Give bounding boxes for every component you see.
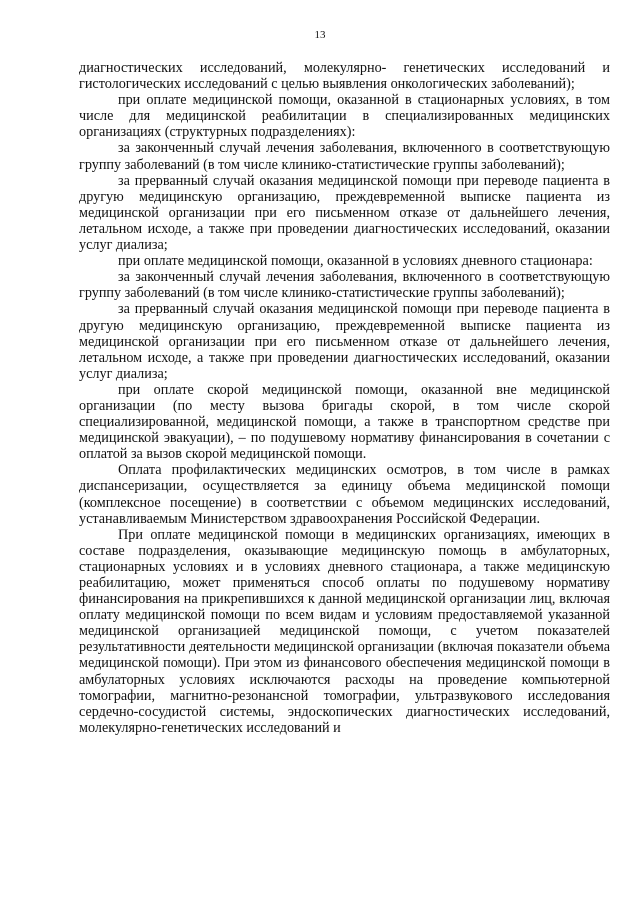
page-number: 13 <box>314 29 326 41</box>
paragraph-continuation: диагностических исследований, молекулярно- генетических исследований и гистологических исследований с целью выявления онкологических заболеваний); <box>79 60 610 93</box>
document-body <box>79 60 610 736</box>
paragraph-interrupted-case-day-hospital: за прерванный случай оказания медицинской помощи при переводе пациента в другую медицинскую организацию, преждевременной выписке пациента из медицинской организации при его письменном отказе от дальнейшего лечения, летальном исходе, а также при проведении диагностических исследований, оказании услуг диализа; <box>79 301 610 382</box>
paragraph-per-capita-financing: При оплате медицинской помощи в медицинских организациях, имеющих в составе подразделения, оказывающие медицинскую помощь в амбулаторных, стационарных условиях и в условиях дневного стационара, а также медицинскую реабилитацию, может применяться способ оплаты по подушевому нормативу финансирования на прикрепившихся к данной медицинской организации лиц, включая оплату медицинской помощи по всем видам и условиям предоставляемой указанной медицинской организацией медицинской помощи, с учетом показателей результативности деятельности медицинской организации (включая показатели объема медицинской помощи). При этом из финансового обеспечения медицинской помощи в амбулаторных условиях исключаются расходы на проведение компьютерной томографии, магнитно-резонансной томографии, ультразвукового исследования сердечно-сосудистой системы, эндоскопических диагностических исследований, молекулярно-генетических исследований и <box>79 526 610 736</box>
paragraph-inpatient-payment: при оплате медицинской помощи, оказанной в стационарных условиях, в том числе для медицинской реабилитации в специализированных медицинских организациях (структурных подразделениях): <box>79 92 610 141</box>
paragraph-completed-case-inpatient: за законченный случай лечения заболевания, включенного в соответствующую группу заболеваний (в том числе клинико-статистические группы заболеваний); <box>79 140 610 173</box>
paragraph-preventive-examinations: Оплата профилактических медицинских осмотров, в том числе в рамках диспансеризации, осуществляется за единицу объема медицинской помощи (комплексное посещение) в соответствии с объемом медицинских исследований, устанавливаемым Министерством здравоохранения Российской Федерации. <box>79 462 610 527</box>
paragraph-day-hospital-payment: при оплате медицинской помощи, оказанной в условиях дневного стационара: <box>118 253 593 270</box>
paragraph-interrupted-case-inpatient: за прерванный случай оказания медицинской помощи при переводе пациента в другую медицинскую организацию, преждевременной выписке пациента из медицинской организации при его письменном отказе от дальнейшего лечения, летальном исходе, а также при проведении диагностических исследований, оказании услуг диализа; <box>79 172 610 254</box>
paragraph-completed-case-day-hospital: за законченный случай лечения заболевания, включенного в соответствующую группу заболеваний (в том числе клинико-статистические группы заболеваний); <box>79 269 610 302</box>
paragraph-emergency-care-payment: при оплате скорой медицинской помощи, оказанной вне медицинской организации (по месту вызова бригады скорой, в том числе скорой специализированной, медицинской помощи, а также в транспортном средстве при медицинской эвакуации), – по подушевому нормативу финансирования в сочетании с оплатой за вызов скорой медицинской помощи. <box>79 381 610 463</box>
